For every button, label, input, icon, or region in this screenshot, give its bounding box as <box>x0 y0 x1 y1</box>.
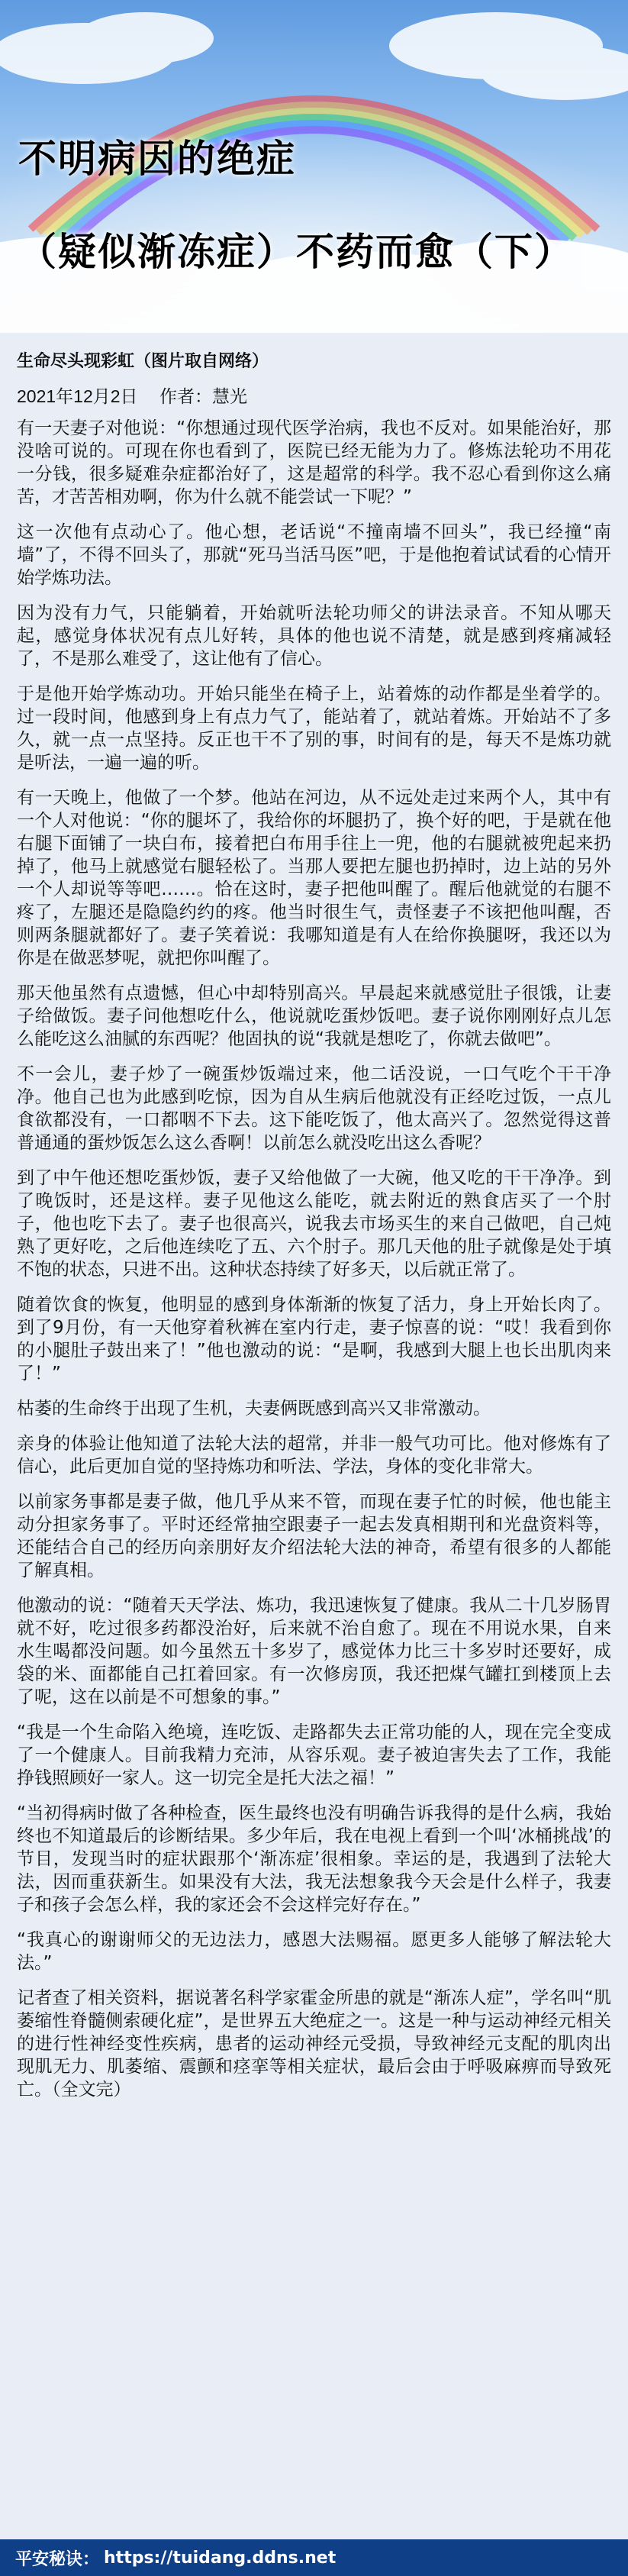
paragraph: “我是一个生命陷入绝境，连吃饭、走路都失去正常功能的人，现在完全变成了一个健康人。目前我精力充沛，从容乐观。妻子被迫害失去了工作，我能挣钱照顾好一家人。这一切完全是托大法之福！” <box>17 1722 611 1788</box>
paragraph: 亲身的体验让他知道了法轮大法的超常，并非一般气功可比。他对修炼有了信心，此后更加自觉的坚持炼功和听法、学法，身体的变化非常大。 <box>17 1434 611 1477</box>
author-name: 作者：慧光 <box>159 386 247 406</box>
paragraph: “当初得病时做了各种检查，医生最终也没有明确告诉我得的是什么病，我始终也不知道最后的诊断结果。多少年后，我在电视上看到一个叫‘冰桶挑战’的节目，发现当时的症状跟那个‘渐冻症’很相象。幸运的是，我遇到了法轮大法，因而重获新生。如果没有大法，我无法想象我今天会是什么样子，我妻子和孩子会怎么样，我的家还会不会这样完好存在。” <box>17 1803 611 1915</box>
title-line-2: （疑似渐冻症）不药而愈（下） <box>18 230 574 274</box>
paragraph: “我真心的谢谢师父的无边法力，感恩大法赐福。愿更多人能够了解法轮大法。” <box>17 1930 611 1973</box>
paragraph: 有一天晚上，他做了一个梦。他站在河边，从不远处走过来两个人，其中有一个人对他说：“你的腿坏了，我给你的坏腿扔了，换个好的吧，于是就在他右腿下面铺了一块白布，接着把白布用手往上一兜，他的右腿就被兜起来扔掉了，他马上就感觉右腿轻松了。当那人要把左腿也扔掉时，边上站的另外一个人却说等等吧……。恰在这时，妻子把他叫醒了。醒后他就觉的右腿不疼了，左腿还是隐隐约约的疼。他当时很生气，责怪妻子不该把他叫醒，否则两条腿就都好了。妻子笑着说：我哪知道是有人在给你换腿呀，我还以为你是在做恶梦呢，就把你叫醒了。 <box>17 788 611 968</box>
paragraph: 这一次他有点动心了。他心想，老话说“不撞南墙不回头”，我已经撞“南墙”了，不得不回头了，那就“死马当活马医”吧，于是他抱着试试看的心情开始学炼功法。 <box>17 522 611 588</box>
paragraph: 不一会儿，妻子炒了一碗蛋炒饭端过来，他二话没说，一口气吃个干干净净。他自己也为此感到吃惊，因为自从生病后他就没有正经吃过饭，一点儿食欲都没有，一口都咽不下去。这下能吃饭了，他太高兴了。忽然觉得这普普通通的蛋炒饭怎么这么香啊！以前怎么就没吃出这么香呢？ <box>17 1064 611 1153</box>
paragraph: 于是他开始学炼动功。开始只能坐在椅子上，站着炼的动作都是坐着学的。过一段时间，他感到身上有点力气了，能站着了，就站着炼。开始站不了多久，就一点一点坚持。反正也干不了别的事，时间有的是，每天不是炼功就是听法，一遍一遍的听。 <box>17 684 611 773</box>
footer-label: 平安秘诀： <box>15 2549 100 2569</box>
paragraph: 到了中午他还想吃蛋炒饭，妻子又给他做了一大碗，他又吃的干干净净。到了晚饭时，还是这样。妻子见他这么能吃，就去附近的熟食店买了一个肘子，他也吃下去了。妻子也很高兴，说我去市场买生的来自己做吧，自己炖熟了更好吃，之后他连续吃了五、六个肘子。那几天他的肚子就像是处于填不饱的状态，只进不出。这种状态持续了好多天，以后就正常了。 <box>17 1168 611 1280</box>
footer-bar <box>0 2539 628 2576</box>
paragraph: 以前家务事都是妻子做，他几乎从来不管，而现在妻子忙的时候，他也能主动分担家务事了。平时还经常抽空跟妻子一起去发真相期刊和光盘资料等，还能结合自己的经历向亲朋好友介绍法轮大法的神奇，希望有很多的人都能了解真相。 <box>17 1492 611 1580</box>
paragraph: 因为没有力气，只能躺着，开始就听法轮功师父的讲法录音。不知从哪天起，感觉身体状况有点儿好转，具体的他也说不清楚，就是感到疼痛减轻了，不是那么难受了，这让他有了信心。 <box>17 603 611 669</box>
hero-banner <box>0 0 628 333</box>
paragraph: 他激动的说：“随着天天学法、炼功，我迅速恢复了健康。我从二十几岁肠胃就不好，吃过很多药都没治好，后来就不治自愈了。现在不用说水果，自来水生喝都没问题。如今虽然五十多岁了，感觉体力比三十多岁时还要好，成袋的米、面都能自己扛着回家。有一次修房顶，我还把煤气罐扛到楼顶上去了呢，这在以前是不可想象的事。” <box>17 1596 611 1707</box>
article-body <box>0 333 628 2101</box>
paragraph: 枯萎的生命终于出现了生机，夫妻俩既感到高兴又非常激动。 <box>17 1399 491 1419</box>
footer-link[interactable]: https://tuidang.ddns.net <box>104 2548 337 2568</box>
paragraph: 随着饮食的恢复，他明显的感到身体渐渐的恢复了活力，身上开始长肉了。到了9月份，有一天他穿着秋裤在室内行走，妻子惊喜的说：“哎！我看到你的小腿肚子鼓出来了！”他也激动的说：“是啊，我感到大腿上也长出肌肉来了！” <box>17 1295 611 1383</box>
article-meta <box>17 383 611 408</box>
image-caption: 生命尽头现彩虹（图片取自网络） <box>17 352 269 371</box>
paragraph: 有一天妻子对他说：“你想通过现代医学治病，我也不反对。如果能治好，那没啥可说的。可现在你也看到了，医院已经无能为力了。修炼法轮功不用花一分钱，很多疑难杂症都治好了，这是超常的科学。我不忍心看到你这么痛苦，才苦苦相劝啊，你为什么就不能尝试一下呢？” <box>17 418 611 507</box>
publish-date: 2021年12月2日 <box>17 386 138 406</box>
title-line-1: 不明病因的绝症 <box>18 137 296 181</box>
paragraph: 那天他虽然有点遗憾，但心中却特别高兴。早晨起来就感觉肚子很饿，让妻子给做饭。妻子问他想吃什么，他说就吃蛋炒饭吧。妻子说你刚刚好点儿怎么能吃这么油腻的东西呢？他固执的说“我就是想吃了，你就去做吧”。 <box>17 983 611 1049</box>
paragraph: 记者查了相关资料，据说著名科学家霍金所患的就是“渐冻人症”，学名叫“肌萎缩性脊髓侧索硬化症”，是世界五大绝症之一。这是一种与运动神经元相关的进行性神经变性疾病，患者的运动神经元受损，导致神经元支配的肌肉出现肌无力、肌萎缩、震颤和痉挛等相关症状，最后会由于呼吸麻痹而导致死亡。（全文完） <box>17 1988 611 2100</box>
